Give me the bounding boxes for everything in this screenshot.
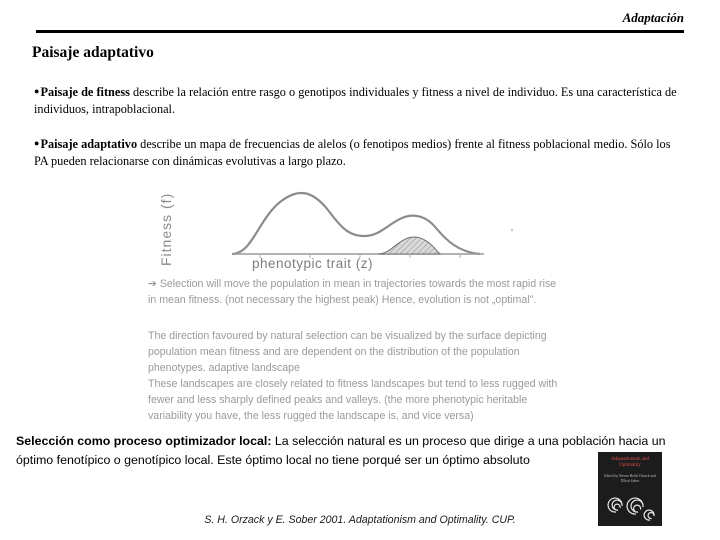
figure-paragraph-1-text: Selection will move the population in mean in trajectories towards the most rapid rise in mean fitness. (not necessary the highest peak) Hence, evolution is not „optimal". bbox=[148, 278, 557, 307]
embedded-slide-figure bbox=[140, 180, 564, 430]
bullet-1-lead: Paisaje de fitness bbox=[40, 85, 130, 99]
bullet-dot-icon: ● bbox=[34, 138, 40, 148]
bottom-paragraph bbox=[16, 432, 666, 469]
bullet-dot-icon: ● bbox=[34, 86, 40, 96]
header-divider bbox=[36, 30, 684, 33]
bottom-paragraph-text: La selección natural es un proceso que dirige a una población hacia un óptimo fenotípico o genotípico local. Este óptimo local no tiene porqué ser un óptimo absoluto bbox=[16, 434, 666, 467]
bullet-1-text: describe la relación entre rasgo o genotipos individuales y fitness a nivel de individuo. Es una característica de individuos, intrapoblacional. bbox=[34, 85, 677, 117]
chart-x-axis-label: phenotypic trait (z) bbox=[252, 256, 374, 271]
book-cover-authors: Edited by Steven Hecht Orzack and Elliott Sober bbox=[604, 474, 656, 483]
bullet-2-lead: Paisaje adaptativo bbox=[40, 137, 138, 151]
page-title: Paisaje adaptativo bbox=[32, 44, 154, 61]
figure-paragraph-1 bbox=[148, 276, 560, 308]
arrow-right-icon: ➔ bbox=[148, 278, 157, 290]
figure-paragraph-2: The direction favoured by natural selection can be visualized by the surface depicting population mean fitness and are dependent on the distribution of the population phenotypes. adaptive landscape bbox=[148, 330, 547, 375]
chart-y-axis-label bbox=[142, 184, 228, 268]
bottom-paragraph-lead: Selección como proceso optimizador local: bbox=[16, 434, 272, 448]
book-cover-title: Adaptationism and Optimality bbox=[611, 457, 649, 469]
chart-y-axis-label-text: Fitness (f) bbox=[158, 192, 174, 266]
source-citation: S. H. Orzack y E. Sober 2001. Adaptationism and Optimality. CUP. bbox=[204, 514, 516, 526]
bullet-2-text: describe un mapa de frecuencias de alelos (o fenotipos medios) frente al fitness poblacional medio. Sólo los PA pueden relacionarse con dinámicas evolutivas a largo plazo. bbox=[34, 137, 671, 169]
figure-paragraph-3: These landscapes are closely related to fitness landscapes but tend to less rugged with fewer and less sharply defined peaks and valleys. (the more phenotypic heritable variability you have, the less rugged the landscape is, and vice versa) bbox=[148, 378, 558, 423]
document-header-title: Adaptación bbox=[622, 10, 684, 25]
bullet-item-1 bbox=[34, 84, 680, 119]
bullet-item-2 bbox=[34, 136, 680, 171]
